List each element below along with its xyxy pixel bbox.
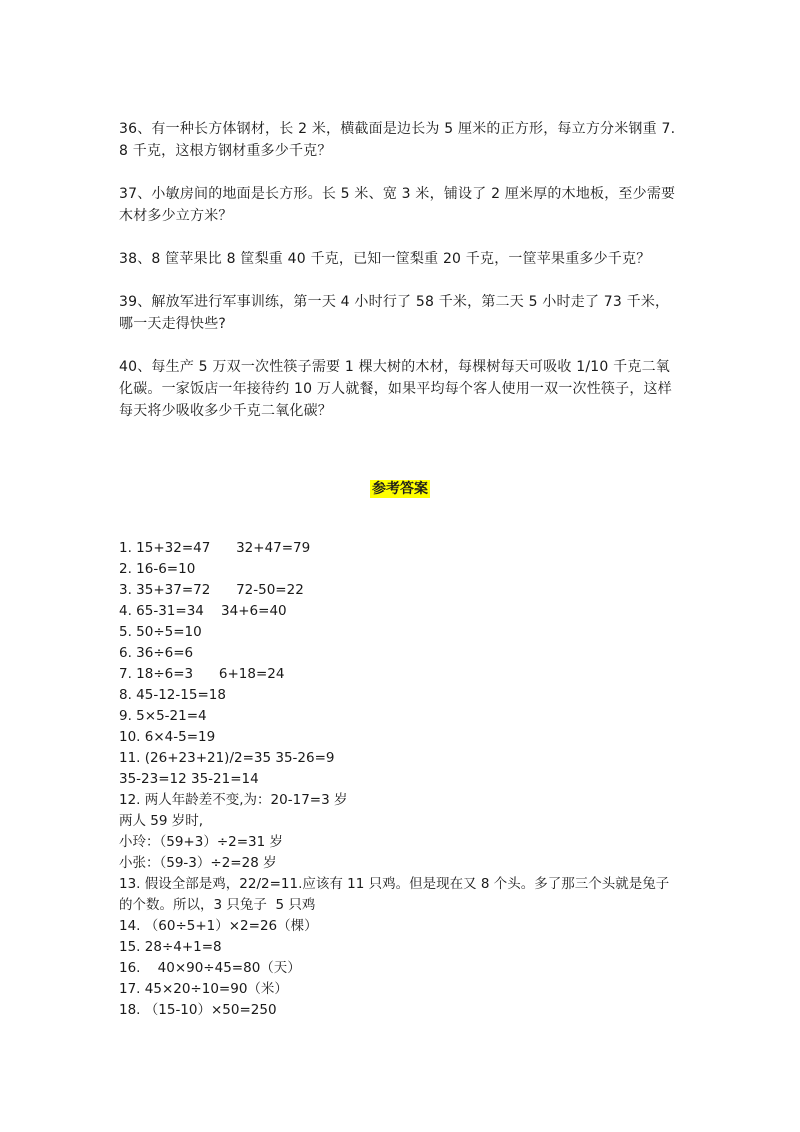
answer-line: 18. （15-10）×50=250 <box>119 1002 277 1018</box>
answer-line: 15. 28÷4+1=8 <box>119 939 222 955</box>
answer-line: 16. 40×90÷45=80（天） <box>119 960 301 976</box>
answer-line: 14. （60÷5+1）×2=26（棵） <box>119 918 318 934</box>
question-36: 36、有一种长方体钢材，长 2 米，横截面是边长为 5 厘米的正方形，每立方分米钢重 7.8 千克，这根方钢材重多少千克？ <box>119 121 676 159</box>
answer-line: 17. 45×20÷10=90（米） <box>119 981 288 997</box>
answer-line: 11. (26+23+21)/2=35 35-26=9 <box>119 750 335 766</box>
answer-line: 1. 15+32=47 32+47=79 <box>119 540 311 556</box>
answer-line: 9. 5×5-21=4 <box>119 708 207 724</box>
answer-line: 两人 59 岁时, <box>119 813 204 829</box>
question-38: 38、8 筐苹果比 8 筐梨重 40 千克，已知一筐梨重 20 千克，一筐苹果重多少千克？ <box>119 251 651 267</box>
answer-line: 35-23=12 35-21=14 <box>119 771 259 787</box>
question-list <box>119 118 681 443</box>
answer-line: 小张：（59-3）÷2=28 岁 <box>119 855 277 871</box>
answer-line: 13. 假设全部是鸡，22/2=11.应该有 11 只鸡。但是现在又 8 个头。多了那三个头就是兔子的个数。所以，3 只兔子 5 只鸡 <box>119 876 670 913</box>
answer-heading-row <box>0 478 800 498</box>
answer-line: 8. 45-12-15=18 <box>119 687 226 703</box>
answer-list <box>119 538 681 1021</box>
question-40: 40、每生产 5 万双一次性筷子需要 1 棵大树的木材，每棵树每天可吸收 1/10 千克二氧化碳。一家饭店一年接待约 10 万人就餐，如果平均每个客人使用一双一次性筷子，这样每天将少吸收多少千克二氧化碳？ <box>119 359 672 419</box>
answer-line: 5. 50÷5=10 <box>119 624 202 640</box>
question-39: 39、解放军进行军事训练，第一天 4 小时行了 58 千米，第二天 5 小时走了 73 千米，哪一天走得快些? <box>119 294 670 332</box>
answer-line: 4. 65-31=34 34+6=40 <box>119 603 287 619</box>
answer-heading: 参考答案 <box>372 481 428 497</box>
answer-line: 2. 16-6=10 <box>119 561 196 577</box>
answer-line: 小玲：（59+3）÷2=31 岁 <box>119 834 284 850</box>
answer-line: 7. 18÷6=3 6+18=24 <box>119 666 285 682</box>
question-37: 37、小敏房间的地面是长方形。长 5 米、宽 3 米，铺设了 2 厘米厚的木地板，至少需要木材多少立方米？ <box>119 186 676 224</box>
answer-line: 3. 35+37=72 72-50=22 <box>119 582 304 598</box>
answer-line: 10. 6×4-5=19 <box>119 729 216 745</box>
answer-line: 12. 两人年龄差不变,为：20-17=3 岁 <box>119 792 348 808</box>
answer-line: 6. 36÷6=6 <box>119 645 194 661</box>
